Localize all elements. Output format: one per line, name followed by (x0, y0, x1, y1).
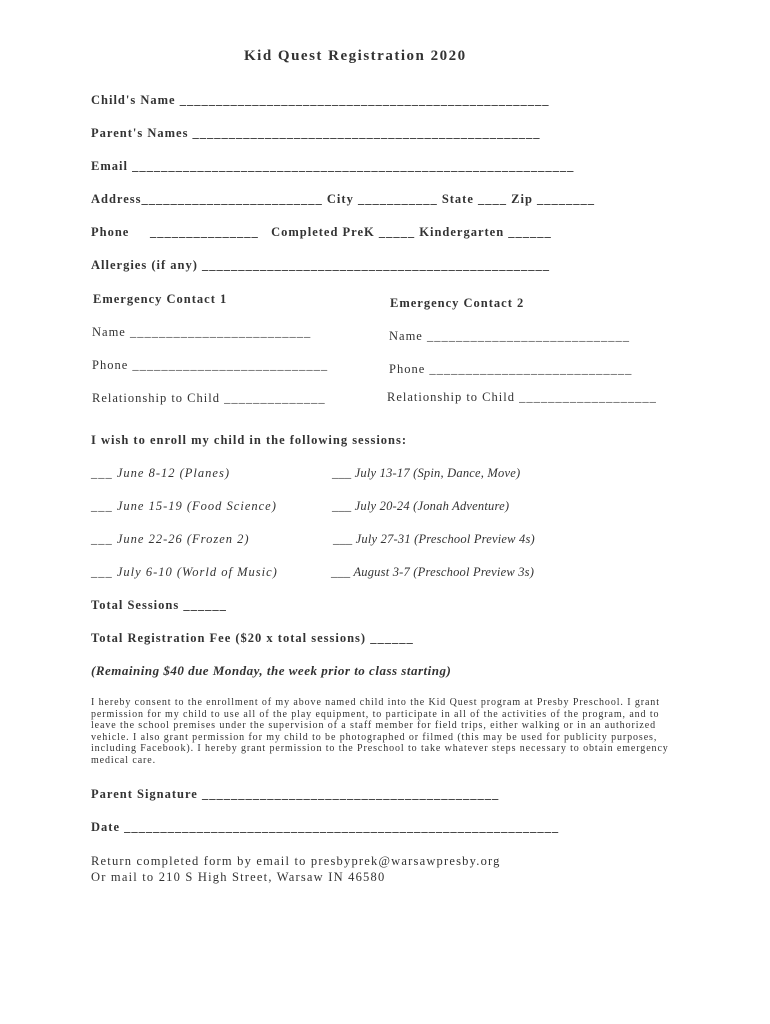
emergency-2-name-field[interactable]: Name ____________________________ (389, 329, 630, 343)
return-email-line: Return completed form by email to presbyprek@warsawpresby.org (91, 854, 501, 868)
remaining-balance-note: (Remaining $40 due Monday, the week prior to class starting) (91, 663, 452, 678)
session-checkbox[interactable]: ___ July 13-17 (Spin, Dance, Move) (332, 466, 521, 480)
session-checkbox[interactable]: ___ July 27-31 (Preschool Preview 4s) (333, 532, 535, 546)
sessions-heading: I wish to enroll my child in the following sessions: (91, 433, 408, 447)
emergency-contact-2-heading: Emergency Contact 2 (390, 296, 525, 310)
email-field[interactable]: Email _____________________________________________________________ (91, 159, 575, 173)
allergies-field[interactable]: Allergies (if any) ________________________________________________ (91, 258, 550, 272)
session-checkbox[interactable]: ___ August 3-7 (Preschool Preview 3s) (331, 565, 535, 579)
parent-signature-field[interactable]: Parent Signature _________________________________________ (91, 787, 500, 801)
session-checkbox[interactable]: ___ June 15-19 (Food Science) (91, 499, 277, 513)
address-field[interactable]: Address_________________________ City ___________ State ____ Zip ________ (91, 192, 596, 206)
session-checkbox[interactable]: ___ July 6-10 (World of Music) (91, 565, 278, 579)
session-checkbox[interactable]: ___ June 8-12 (Planes) (91, 466, 230, 480)
session-checkbox[interactable]: ___ June 22-26 (Frozen 2) (91, 532, 250, 546)
emergency-1-phone-field[interactable]: Phone ___________________________ (92, 358, 329, 372)
total-sessions-field[interactable]: Total Sessions ______ (91, 598, 227, 612)
consent-paragraph: I hereby consent to the enrollment of my above named child into the Kid Quest program at Presby Preschool. I grant permission for my child to use all of the play equipment, to participate in all of the activities of the program, and to leave the school premises under the supervision of a staff member for field trips, either walking or in an authorized vehicle. I also grant permission for my child to be photographed or filmed (this may be used for publicity purposes, including Facebook). I hereby grant permission to the Preschool to take whatever steps necessary to obtain emergency medical care. (91, 697, 669, 766)
emergency-contact-1-heading: Emergency Contact 1 (93, 292, 228, 306)
emergency-2-phone-field[interactable]: Phone ____________________________ (389, 362, 633, 376)
emergency-2-relationship-field[interactable]: Relationship to Child ___________________ (387, 390, 657, 404)
phone-field[interactable]: Phone _______________ Completed PreK _____ Kindergarten ______ (91, 225, 552, 239)
session-checkbox[interactable]: ___ July 20-24 (Jonah Adventure) (332, 499, 510, 513)
parents-names-field[interactable]: Parent's Names ________________________________________________ (91, 126, 541, 140)
childs-name-field[interactable]: Child's Name ___________________________________________________ (91, 93, 550, 107)
form-title: Kid Quest Registration 2020 (244, 48, 467, 64)
return-mail-line: Or mail to 210 S High Street, Warsaw IN 46580 (91, 870, 386, 884)
total-fee-field[interactable]: Total Registration Fee ($20 x total sessions) ______ (91, 631, 414, 645)
date-field[interactable]: Date ____________________________________________________________ (91, 820, 560, 834)
emergency-1-name-field[interactable]: Name _________________________ (92, 325, 312, 339)
emergency-1-relationship-field[interactable]: Relationship to Child ______________ (92, 391, 326, 405)
